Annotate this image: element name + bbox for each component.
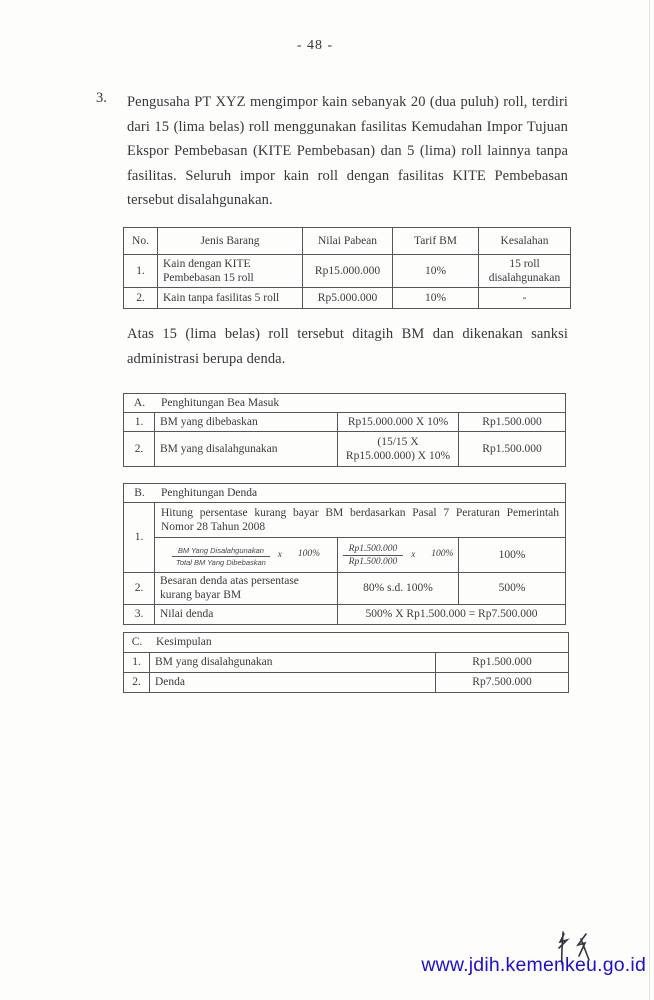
kesimpulan-header-row: [124, 633, 569, 653]
formula-denominator: Total BM Yang Dibebaskan: [175, 558, 266, 567]
bea-row2-desc: BM yang disalahgunakan: [155, 432, 338, 467]
goods-header-jenis-barang: Jenis Barang: [158, 228, 303, 255]
bea-masuk-header-row: [124, 394, 566, 413]
values-times: x: [411, 549, 416, 560]
kesimpulan-row1-desc: BM yang disalahgunakan: [150, 653, 436, 673]
table-row: [124, 413, 566, 432]
goods-header-no: No.: [124, 228, 158, 255]
section-b-label: B.: [134, 486, 145, 499]
denda-values-cell: [338, 538, 459, 573]
goods-row1-tarif: 10%: [393, 255, 479, 288]
table-row: [124, 538, 566, 573]
bea-row2-result: Rp1.500.000: [459, 432, 566, 467]
formula-percent: 100%: [297, 549, 321, 560]
goods-row2-jenis: Kain tanpa fasilitas 5 roll: [158, 288, 303, 309]
goods-row1-kesalahan: 15 roll disalahgunakan: [479, 255, 571, 288]
goods-row2-no: 2.: [124, 288, 158, 309]
goods-header-nilai-pabean: Nilai Pabean: [303, 228, 393, 255]
goods-table: [123, 227, 571, 309]
formula-times: x: [277, 549, 282, 560]
section-a-title: Penghitungan Bea Masuk: [161, 396, 280, 409]
kesimpulan-row1-no: 1.: [124, 653, 150, 673]
goods-header-tarif-bm: Tarif BM: [393, 228, 479, 255]
table-row: [124, 288, 571, 309]
table-row: [124, 673, 569, 693]
kesimpulan-row2-desc: Denda: [150, 673, 436, 693]
denda-row3-result: 500% X Rp1.500.000 = Rp7.500.000: [338, 604, 566, 624]
kesimpulan-table: [123, 632, 569, 693]
denda-row3-desc: Nilai denda: [155, 604, 338, 624]
list-item-number: 3.: [96, 90, 107, 106]
values-percent: 100%: [431, 549, 454, 560]
section-b-title: Penghitungan Denda: [161, 486, 258, 499]
table-row: [124, 432, 566, 467]
bea-row2-no: 2.: [124, 432, 155, 467]
kesimpulan-row2-no: 2.: [124, 673, 150, 693]
goods-row1-no: 1.: [124, 255, 158, 288]
values-numerator: Rp1.500.000: [343, 544, 404, 556]
jdih-url-link[interactable]: www.jdih.kemenkeu.go.id: [421, 954, 646, 976]
paragraph-sanction-note: Atas 15 (lima belas) roll tersebut ditagih BM dan dikenakan sanksi administrasi berupa denda.: [127, 326, 568, 367]
kesimpulan-row2-value: Rp7.500.000: [436, 673, 569, 693]
table-row: [124, 503, 566, 538]
page-number: - 48 -: [296, 38, 334, 53]
bea-row1-result: Rp1.500.000: [459, 413, 566, 432]
table-row: [124, 255, 571, 288]
section-c-label: C.: [131, 636, 143, 649]
bea-row2-calc: (15/15 X Rp15.000.000) X 10%: [338, 432, 459, 467]
denda-row2-desc: Besaran denda atas persentase kurang bayar BM: [155, 573, 338, 605]
denda-row1-no: 1.: [124, 503, 155, 573]
denda-table: [123, 483, 566, 625]
goods-row2-tarif: 10%: [393, 288, 479, 309]
denda-row1-result: 100%: [459, 538, 566, 573]
goods-row2-nilai: Rp5.000.000: [303, 288, 393, 309]
goods-row1-nilai: Rp15.000.000: [303, 255, 393, 288]
paragraph-case-description: Pengusaha PT XYZ mengimpor kain sebanyak 20 (dua puluh) roll, terdiri dari 15 (lima belas) roll menggunakan fasilitas Kemudahan Impor Tujuan Ekspor Pembebasan (KITE Pembebasan) dan 5 (lima) roll lainnya tanpa fasilitas. Seluruh impor kain roll dengan fasilitas KITE Pembebasan tersebut disalahgunakan.: [127, 94, 568, 208]
bea-masuk-table: [123, 393, 566, 467]
bea-row1-desc: BM yang dibebaskan: [155, 413, 338, 432]
denda-row1-desc: Hitung persentase kurang bayar BM berdasarkan Pasal 7 Peraturan Pemerintah Nomor 28 Tahun 2008: [155, 503, 566, 538]
goods-row2-kesalahan: -: [479, 288, 571, 309]
kesimpulan-row1-value: Rp1.500.000: [436, 653, 569, 673]
denda-header-row: [124, 484, 566, 503]
formula-numerator: BM Yang Disalahgunakan: [172, 546, 270, 557]
goods-table-header-row: [124, 228, 571, 255]
scan-edge-line: [649, 0, 650, 1000]
table-row: [124, 604, 566, 624]
values-denominator: Rp1.500.000: [348, 557, 398, 567]
goods-row1-jenis: Kain dengan KITE Pembebasan 15 roll: [158, 255, 303, 288]
table-row: [124, 573, 566, 605]
denda-row3-no: 3.: [124, 604, 155, 624]
bea-row1-calc: Rp15.000.000 X 10%: [338, 413, 459, 432]
section-c-title: Kesimpulan: [156, 636, 212, 649]
goods-header-kesalahan: Kesalahan: [479, 228, 571, 255]
denda-row2-range: 80% s.d. 100%: [338, 573, 459, 605]
denda-row2-no: 2.: [124, 573, 155, 605]
denda-row2-result: 500%: [459, 573, 566, 605]
bea-row1-no: 1.: [124, 413, 155, 432]
section-a-label: A.: [133, 396, 146, 409]
table-row: [124, 653, 569, 673]
denda-formula-cell: [155, 538, 338, 573]
